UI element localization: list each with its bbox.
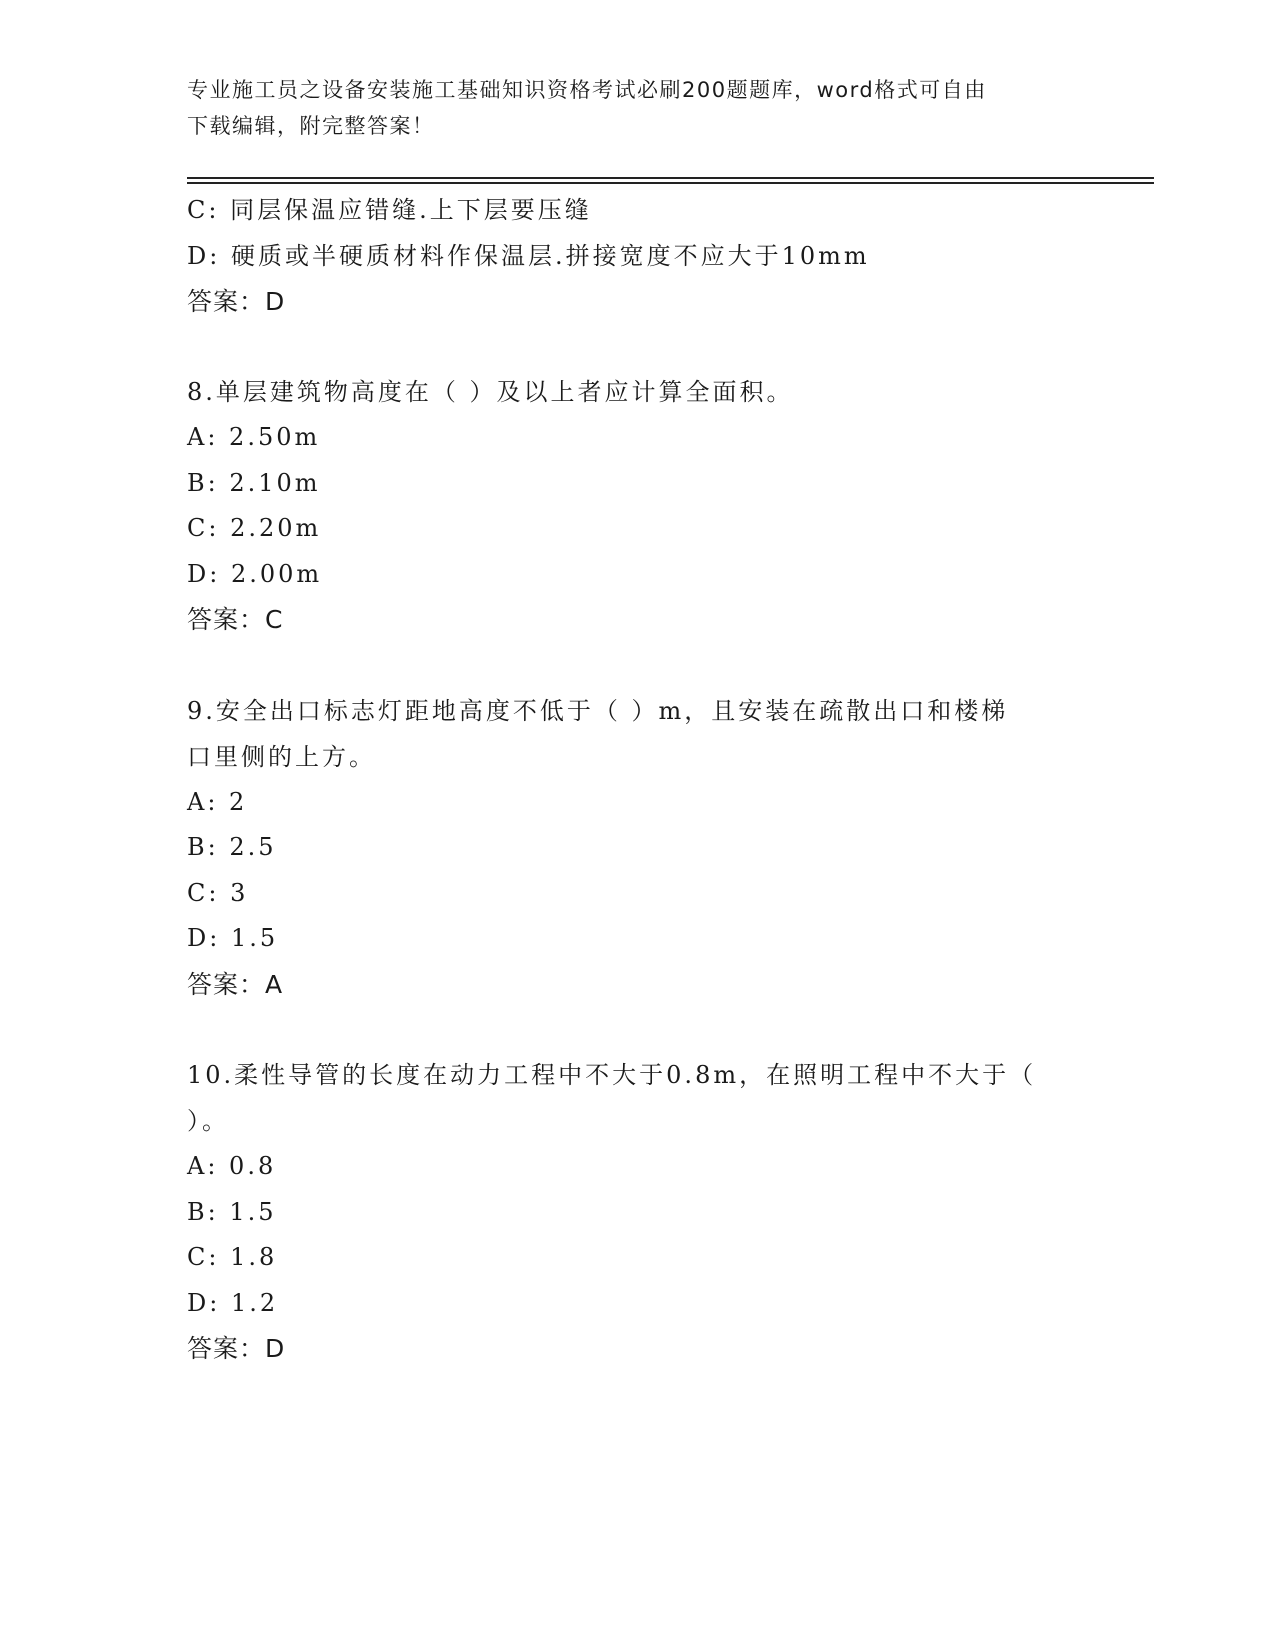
question-stem: 8.单层建筑物高度在（ ）及以上者应计算全面积。: [187, 377, 794, 406]
option-c: C: 1.8: [187, 1243, 278, 1271]
option-a: A: 2.50m: [187, 423, 321, 451]
option-c: C: 2.20m: [187, 514, 322, 542]
answer: 答案：D: [187, 287, 286, 316]
question-stem-continued: ）。: [187, 1107, 229, 1135]
option-b: B: 2.10m: [187, 468, 321, 497]
option-b: B: 2.5: [187, 833, 277, 861]
option-d: D: 1.5: [187, 924, 279, 952]
option-d: D: 2.00m: [187, 559, 323, 588]
option-a: A: 2: [187, 787, 248, 816]
answer: 答案：D: [187, 1334, 286, 1363]
question-9: [187, 688, 1087, 1008]
header-rule-bottom: [187, 182, 1154, 184]
option-d: D: 硬质或半硬质材料作保温层.拼接宽度不应大于10mm: [187, 241, 870, 270]
question-stem-continued: 口里侧的上方。: [187, 742, 376, 771]
option-c: C: 3: [187, 878, 249, 907]
question-list: [187, 188, 1087, 1372]
answer: 答案：C: [187, 605, 284, 634]
question-fragment-7: [187, 188, 1087, 325]
header-line-2: 下载编辑，附完整答案！: [187, 114, 435, 138]
header-rule-top: [187, 177, 1154, 179]
option-c: C: 同层保温应错缝.上下层要压缝: [187, 196, 592, 224]
question-10: [187, 1052, 1087, 1372]
question-stem: 9.安全出口标志灯距地高度不低于（ ）m，且安装在疏散出口和楼梯: [187, 696, 1009, 725]
option-a: A: 0.8: [187, 1152, 277, 1180]
option-d: D: 1.2: [187, 1288, 279, 1317]
option-b: B: 1.5: [187, 1197, 277, 1226]
header-line-1: 专业施工员之设备安装施工基础知识资格考试必刷200题题库，word格式可自由: [187, 78, 987, 102]
question-8: [187, 370, 1087, 643]
question-stem: 10.柔性导管的长度在动力工程中不大于0.8m，在照明工程中不大于（: [187, 1061, 1037, 1089]
answer: 答案：A: [187, 969, 284, 999]
document-header: [187, 72, 1067, 144]
